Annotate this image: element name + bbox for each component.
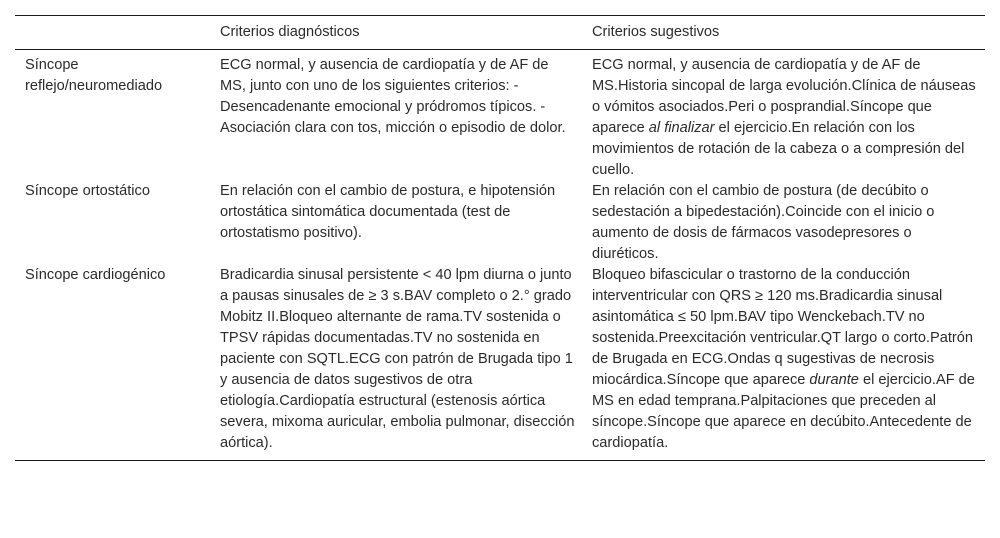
suggestive-criteria-text: ECG normal, y ausencia de cardiopatía y de AF de MS.Historia sincopal de larga evolución.Clínica de náuseas o vómitos asociados.Peri o posprandial.Síncope que aparece bbox=[592, 57, 976, 136]
syncope-type-label: Síncope reflejo/neuromediado bbox=[25, 57, 163, 94]
diagnostic-criteria-cell bbox=[210, 50, 582, 182]
header-empty bbox=[15, 16, 210, 50]
suggestive-criteria-text: Bloqueo bifascicular o trastorno de la conducción interventricular con QRS ≥ 120 ms.Bradicardia sinusal asintomática ≤ 50 lpm.BAV tipo Wenckebach.TV no sostenida.Preexcitación ventricular.QT largo o corto.Patrón de Brugada en ECG.Ondas q sugestivas de necrosis miocárdica.Síncope que aparece bbox=[592, 267, 973, 388]
table-body bbox=[15, 50, 985, 461]
diagnostic-criteria-text: Bradicardia sinusal persistente < 40 lpm diurna o junto a pausas sinusales de ≥ 3 s.BAV completo o 2.° grado Mobitz II.Bloqueo alternante de rama.TV sostenida o TPSV rápidas documentadas.TV no sostenida en paciente con SQTL.ECG con patrón de Brugada tipo 1 y ausencia de datos sugestivos de otra etiología.Cardiopatía estructural (estenosis aórtica severa, mixoma auricular, embolia pulmonar, disección aórtica). bbox=[220, 267, 575, 451]
diagnostic-criteria-text: En relación con el cambio de postura, e hipotensión ortostática sintomática documentada (test de ortostatismo positivo). bbox=[220, 183, 556, 241]
suggestive-criteria-text: el ejercicio.En relación con los movimientos de rotación de la cabeza o a compresión del cuello. bbox=[592, 120, 965, 178]
table-row bbox=[15, 50, 985, 182]
suggestive-criteria-emphasis: al finalizar bbox=[648, 120, 715, 136]
suggestive-criteria-text: el ejercicio.AF de MS en edad temprana.Palpitaciones que preceden al síncope.Síncope que aparece en decúbito.Antecedente de cardiopatía. bbox=[592, 372, 975, 451]
header-suggestive-criteria: Criterios sugestivos bbox=[592, 24, 720, 40]
syncope-type-cell bbox=[15, 265, 210, 461]
syncope-criteria-table bbox=[15, 15, 985, 461]
suggestive-criteria-cell bbox=[582, 50, 985, 182]
syncope-type-cell bbox=[15, 181, 210, 265]
header-diagnostic-criteria: Criterios diagnósticos bbox=[220, 24, 360, 40]
diagnostic-criteria-cell bbox=[210, 181, 582, 265]
table-row bbox=[15, 265, 985, 461]
suggestive-criteria-emphasis: durante bbox=[809, 372, 859, 388]
suggestive-criteria-text: En relación con el cambio de postura (de decúbito o sedestación a bipedestación).Coincide con el inicio o aumento de dosis de fármacos vasodepresores o diuréticos. bbox=[592, 183, 935, 262]
diagnostic-criteria-cell bbox=[210, 265, 582, 461]
syncope-type-label: Síncope ortostático bbox=[25, 183, 150, 199]
suggestive-criteria-cell bbox=[582, 181, 985, 265]
table-header bbox=[15, 16, 985, 50]
table-row bbox=[15, 181, 985, 265]
syncope-type-cell bbox=[15, 50, 210, 182]
syncope-type-label: Síncope cardiogénico bbox=[25, 267, 166, 283]
criteria-table-container bbox=[15, 15, 985, 461]
diagnostic-criteria-text: ECG normal, y ausencia de cardiopatía y de AF de MS, junto con uno de los siguientes criterios: - Desencadenante emocional y pródromos típicos. - Asociación clara con tos, micción o episodio de dolor. bbox=[220, 57, 566, 136]
suggestive-criteria-cell bbox=[582, 265, 985, 461]
header-row bbox=[15, 16, 985, 50]
